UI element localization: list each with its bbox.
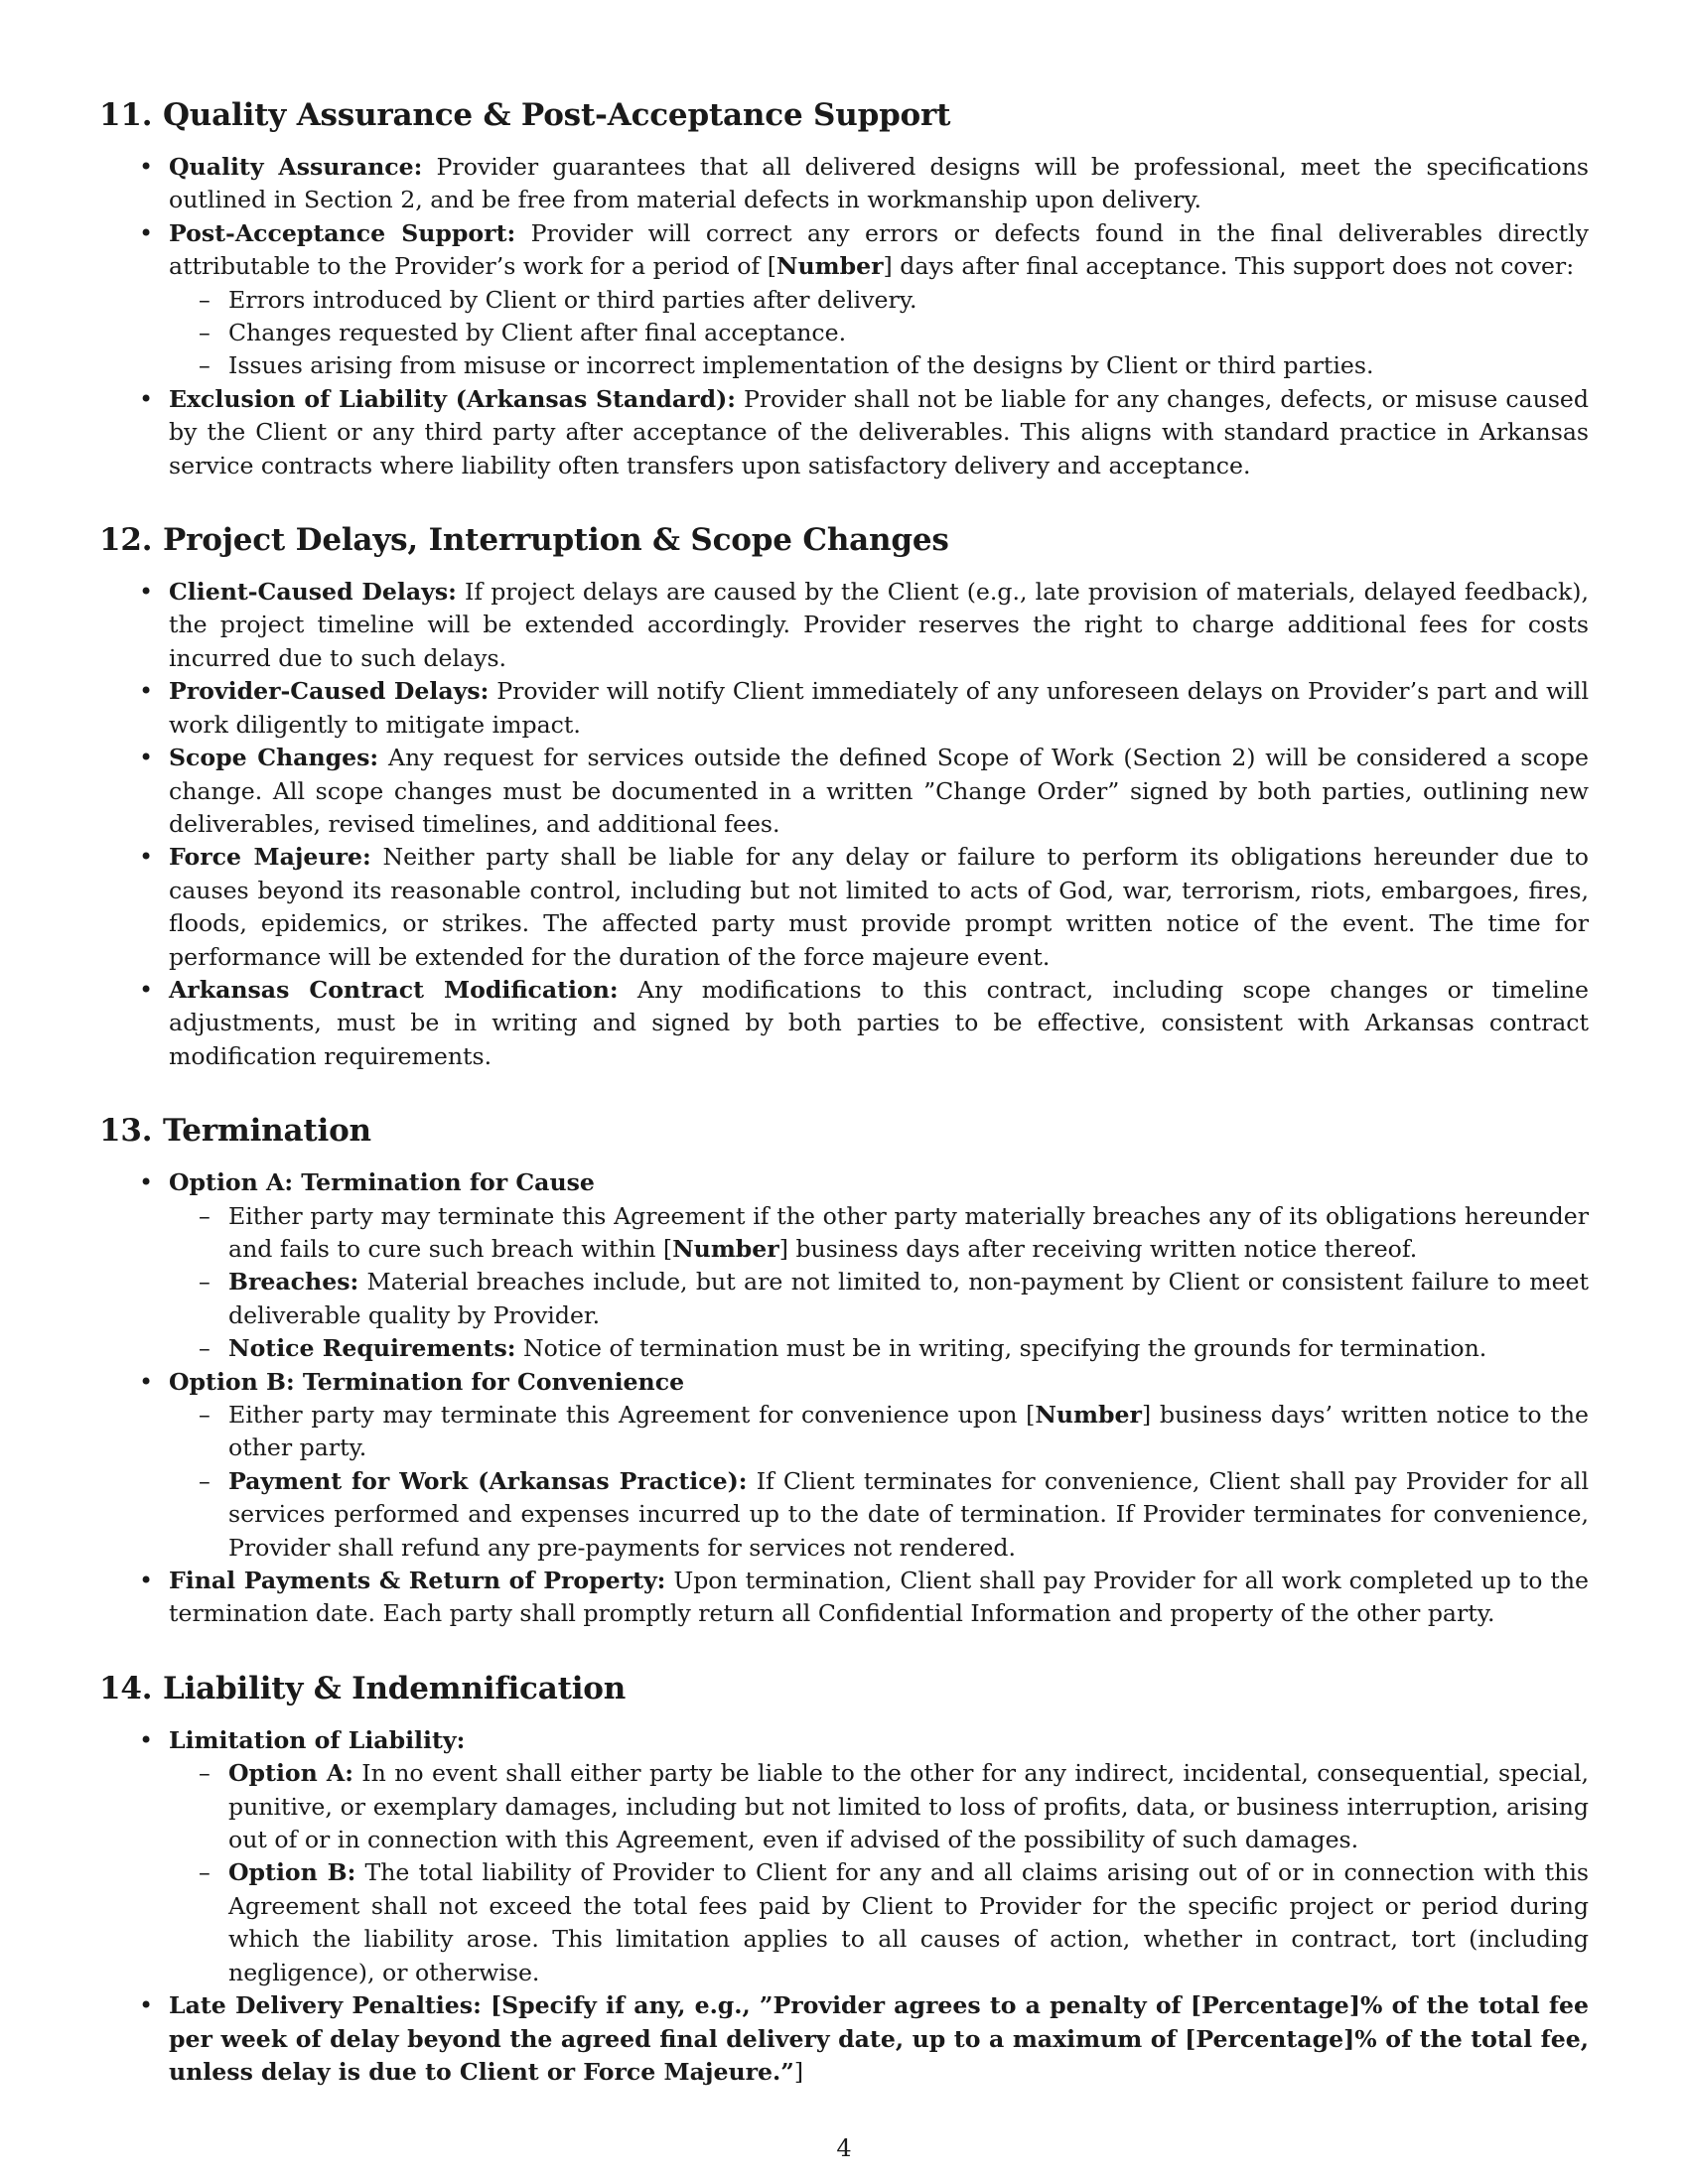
item-label: Arkansas Contract Modification: (169, 975, 619, 1004)
item-text: Neither party shall be liable for any delay or failure to perform its obligations hereunder due to causes beyond its reasonable control, including but not limited to acts of God, war, terrorism, riots, embargoes, fires, floods, epidemics, or strikes. The affected party must provide prompt written notice of the event. The time for performance will be extended for the duration of the force majeure event. (169, 843, 1589, 971)
item-text: Provider shall not be liable for any changes, defects, or misuse caused by the Client or any third party after acceptance of the deliverables. This aligns with standard practice in Arkansas service contracts where liability often transfers upon satisfactory delivery and acceptance. (169, 384, 1589, 479)
section-number: 13. (99, 1113, 153, 1150)
item-label: Provider-Caused Delays: (169, 677, 490, 706)
placeholder-text: Number (775, 252, 884, 281)
list-item (169, 217, 1589, 383)
section-title: Project Delays, Interruption & Scope Changes (163, 522, 949, 559)
sub-list-item: – Changes requested by Client after final acceptance. (228, 317, 1589, 349)
sub-list-item (228, 1332, 1589, 1365)
item-text: Notice of termination must be in writing, specifying the grounds for termination. (515, 1334, 1487, 1363)
list-item (169, 1166, 1589, 1365)
bullet-list (99, 1166, 1589, 1631)
item-text: Either party may terminate this Agreement if the other party materially breaches any of its obligations hereunder and fails to cure such breach within [ (228, 1201, 1589, 1263)
item-label: Option A: Termination for Cause (169, 1168, 595, 1197)
section-13 (99, 1107, 1589, 1631)
late-delivery-penalties-text: Late Delivery Penalties: [Specify if any, e.g., ”Provider agrees to a penalty of [Percentage]% of the total fee per week of delay beyond the agreed final delivery date, up to a maximum of [Percentage]% of the total fee, unless delay is due to Client or Force Majeure.” (169, 1991, 1589, 2086)
item-text: Provider will correct any errors or defects found in the final deliverables directly attributable to the Provider’s work for a period of [ (169, 218, 1589, 281)
list-item (169, 1565, 1589, 1631)
item-label: Quality Assurance: (169, 153, 423, 181)
list-item (169, 1724, 1589, 1989)
item-label: Option B: Termination for Convenience (169, 1367, 685, 1396)
sub-list-item (228, 1856, 1589, 1989)
item-label: Limitation of Liability: (169, 1725, 466, 1754)
section-heading (99, 1107, 1589, 1155)
bullet-list (99, 576, 1589, 1073)
section-number: 11. (99, 97, 153, 133)
document-page (99, 91, 1589, 2122)
item-text: If Client terminates for convenience, Client shall pay Provider for all services performed and expenses incurred up to the date of termination. If Provider terminates for convenience, Provider shall refund any pre-payments for services not rendered. (228, 1466, 1589, 1562)
item-text: ] days after final acceptance. This support does not cover: (883, 252, 1575, 281)
section-heading (99, 91, 1589, 139)
section-number: 14. (99, 1670, 153, 1706)
item-label: Exclusion of Liability (Arkansas Standard): (169, 384, 736, 413)
item-label: Payment for Work (Arkansas Practice): (228, 1466, 748, 1495)
section-title: Termination (163, 1113, 371, 1150)
item-label: Client-Caused Delays: (169, 578, 457, 607)
item-text: If project delays are caused by the Client (e.g., late provision of materials, delayed feedback), the project timeline will be extended accordingly. Provider reserves the right to charge additional fees for costs incurred due to such delays. (169, 578, 1589, 672)
list-item (169, 742, 1589, 841)
placeholder-text: Number (1035, 1401, 1142, 1429)
sub-list-item (228, 1465, 1589, 1565)
list-item (169, 974, 1589, 1073)
item-text: Any modifications to this contract, including scope changes or timeline adjustments, must be in writing and signed by both parties to be effective, consistent with Arkansas contract modification requirements. (169, 975, 1589, 1070)
sub-list-item (228, 1200, 1589, 1267)
sub-list (169, 284, 1589, 383)
item-label: Option A: (228, 1759, 353, 1788)
sub-list-item (228, 1757, 1589, 1856)
item-label: Notice Requirements: (228, 1334, 516, 1363)
section-number: 12. (99, 522, 153, 559)
item-label: Scope Changes: (169, 744, 379, 772)
list-item (169, 841, 1589, 974)
page-number: 4 (836, 2134, 852, 2162)
sub-list-item (228, 1266, 1589, 1332)
sub-list-item (228, 1399, 1589, 1465)
sub-list-item: – Errors introduced by Client or third parties after delivery. (228, 284, 1589, 317)
list-item (169, 576, 1589, 675)
list-item (169, 675, 1589, 742)
list-item (169, 1989, 1589, 2089)
list-item (169, 1366, 1589, 1565)
item-label: Force Majeure: (169, 843, 371, 872)
section-11 (99, 91, 1589, 482)
section-12 (99, 516, 1589, 1073)
item-text: Provider guarantees that all delivered designs will be professional, meet the specifications outlined in Section 2, and be free from material defects in workmanship upon delivery. (169, 153, 1589, 214)
placeholder-text: Number (672, 1234, 779, 1263)
list-item (169, 383, 1589, 482)
list-item (169, 151, 1589, 217)
item-text: Either party may terminate this Agreement for convenience upon [ (228, 1401, 1036, 1429)
sub-list-item: – Issues arising from misuse or incorrect implementation of the designs by Client or third parties. (228, 349, 1589, 382)
item-text: In no event shall either party be liable to the other for any indirect, incidental, consequential, special, punitive, or exemplary damages, including but not limited to loss of profits, data, or business interruption, arising out of or in connection with this Agreement, even if advised of the possibility of such damages. (228, 1759, 1590, 1854)
section-title: Liability & Indemnification (163, 1670, 627, 1706)
section-heading (99, 1665, 1589, 1712)
item-text: Material breaches include, but are not limited to, non-payment by Client or consistent failure to meet deliverable quality by Provider. (228, 1268, 1589, 1329)
item-text: Any request for services outside the defined Scope of Work (Section 2) will be considered a scope change. All scope changes must be documented in a written ”Change Order” signed by both parties, outlining new deliverables, revised timelines, and additional fees. (169, 744, 1589, 838)
item-text: ] (793, 2057, 804, 2086)
item-text: ] business days’ written notice to the other party. (228, 1401, 1589, 1462)
item-label: Post-Acceptance Support: (169, 218, 516, 247)
section-14 (99, 1665, 1589, 2089)
sub-list (169, 1399, 1589, 1565)
sub-list (169, 1200, 1589, 1366)
bullet-list (99, 1724, 1589, 2089)
item-label: Breaches: (228, 1268, 359, 1297)
item-label: Final Payments & Return of Property: (169, 1567, 666, 1595)
item-text: Upon termination, Client shall pay Provider for all work completed up to the termination date. Each party shall promptly return all Confidential Information and property of the other party. (169, 1567, 1589, 1628)
item-text: Provider will notify Client immediately of any unforeseen delays on Provider’s part and will work diligently to mitigate impact. (169, 677, 1589, 739)
sub-list (169, 1757, 1589, 1989)
item-text: ] business days after receiving written notice thereof. (778, 1234, 1418, 1263)
item-text: The total liability of Provider to Client for any and all claims arising out of or in connection with this Agreement shall not exceed the total fees paid by Client to Provider for the specific project or period during which the liability arose. This limitation applies to all causes of action, whether in contract, tort (including negligence), or otherwise. (228, 1858, 1590, 1986)
section-heading (99, 516, 1589, 564)
section-title: Quality Assurance & Post-Acceptance Support (163, 97, 951, 133)
item-label: Option B: (228, 1858, 356, 1887)
bullet-list (99, 151, 1589, 482)
